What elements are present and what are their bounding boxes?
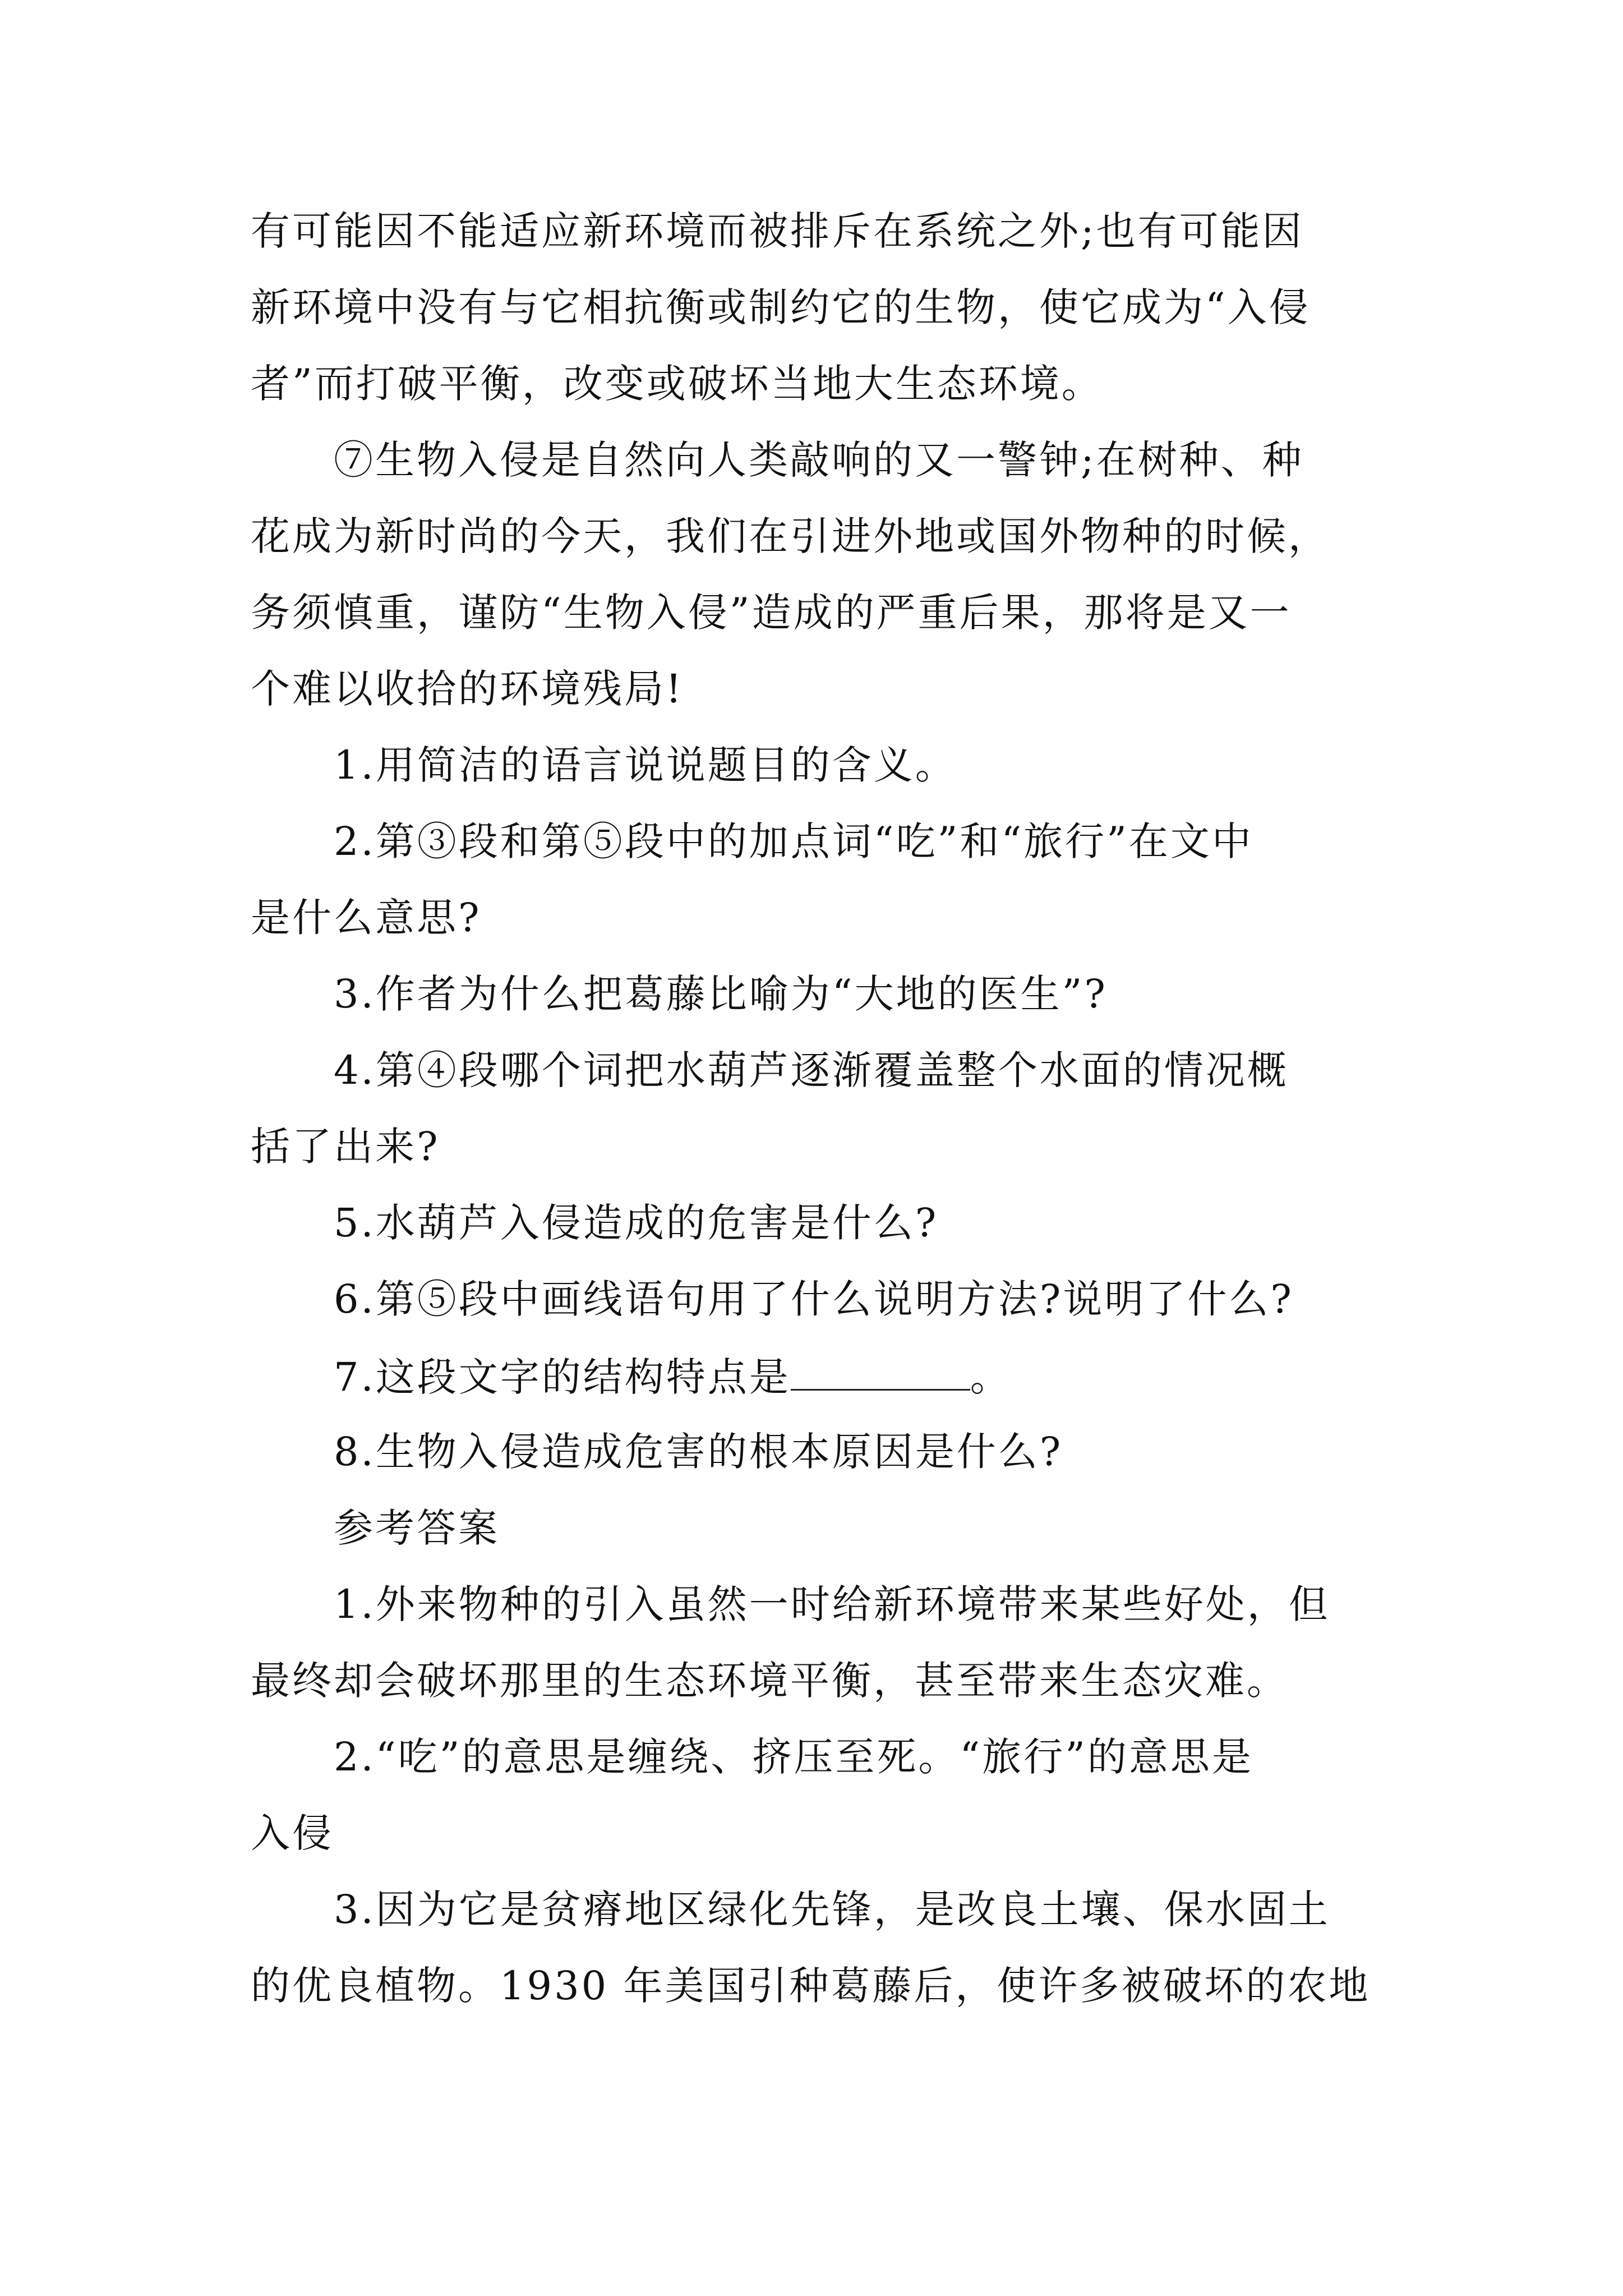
paragraph-line: 个难以收拾的环境残局!	[251, 666, 684, 712]
answer-blank-line	[791, 1349, 970, 1391]
question-4-line-2: 括了出来?	[251, 1124, 440, 1170]
question-7-suffix: 。	[970, 1354, 1012, 1400]
paragraph-line: 务须慎重，谨防“生物入侵”造成的严重后果，那将是又一	[251, 590, 1292, 636]
paragraph-line: 新环境中没有与它相抗衡或制约它的生物，使它成为“入侵	[251, 284, 1311, 330]
answer-2-line-1: 2.“吃”的意思是缠绕、挤压至死。“旅行”的意思是	[334, 1734, 1253, 1780]
answer-3-line-2: 的优良植物。1930 年美国引种葛藤后，使许多被破坏的农地	[251, 1963, 1371, 2009]
answer-1-line-1: 1.外来物种的引入虽然一时给新环境带来某些好处，但	[334, 1581, 1330, 1627]
question-4-line-1: 4.第④段哪个词把水葫芦逐渐覆盖整个水面的情况概	[334, 1047, 1289, 1093]
answer-1-line-2: 最终却会破坏那里的生态环境平衡，甚至带来生态灾难。	[251, 1658, 1288, 1704]
question-5: 5.水葫芦入侵造成的危害是什么?	[334, 1200, 939, 1246]
question-7-prefix: 7.这段文字的结构特点是	[334, 1354, 791, 1400]
answer-3-line-1: 3.因为它是贫瘠地区绿化先锋，是改良土壤、保水固土	[334, 1887, 1330, 1932]
answers-heading: 参考答案	[334, 1505, 500, 1551]
question-7	[334, 1349, 1012, 1404]
paragraph-line: 有可能因不能适应新环境而被排斥在系统之外;也有可能因	[251, 208, 1304, 254]
question-8: 8.生物入侵造成危害的根本原因是什么?	[334, 1429, 1063, 1475]
question-3: 3.作者为什么把葛藤比喻为“大地的医生”?	[334, 971, 1108, 1017]
answer-2-line-2: 入侵	[251, 1810, 334, 1856]
question-6: 6.第⑤段中画线语句用了什么说明方法?说明了什么?	[334, 1276, 1294, 1322]
paragraph-line: ⑦生物入侵是自然向人类敲响的又一警钟;在树种、种	[334, 437, 1304, 483]
question-2-line-1: 2.第③段和第⑤段中的加点词“吃”和“旅行”在文中	[334, 818, 1253, 864]
question-2-line-2: 是什么意思?	[251, 895, 482, 941]
paragraph-line: 花成为新时尚的今天，我们在引进外地或国外物种的时候，	[251, 513, 1330, 559]
question-1: 1.用简洁的语言说说题目的含义。	[334, 742, 957, 788]
paragraph-line: 者”而打破平衡，改变或破坏当地大生态环境。	[251, 361, 1103, 407]
